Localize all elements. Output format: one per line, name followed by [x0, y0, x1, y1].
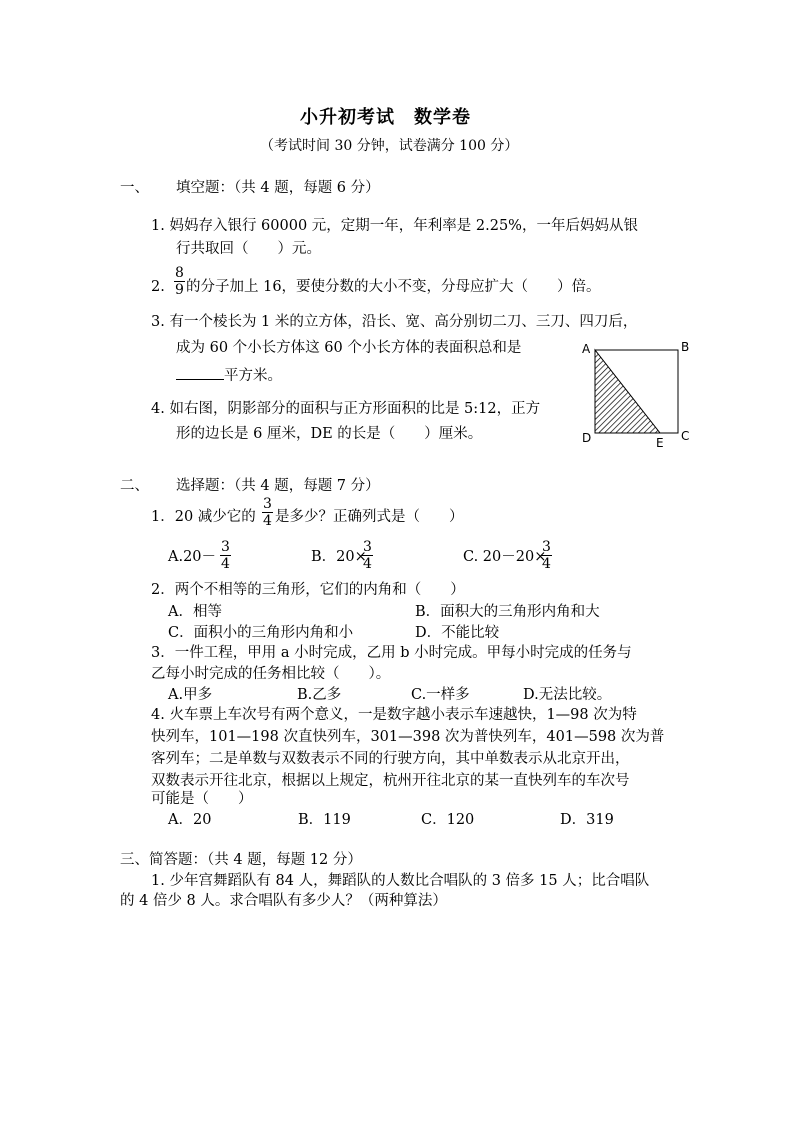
s2-q4-line5: 可能是（ ）: [151, 791, 253, 807]
s2-q4-optA: A．20: [168, 812, 212, 828]
s2-q3-line1: 3．一件工程，甲用 a 小时完成，乙用 b 小时完成。甲每小时完成的任务与: [151, 645, 632, 661]
label-D: D: [582, 431, 592, 445]
section2-heading: 选择题：（共 4 题，每题 7 分）: [176, 478, 380, 494]
page-title: 小升初考试 数学卷: [300, 107, 471, 128]
shaded-triangle: [595, 350, 660, 433]
label-C: C: [681, 429, 690, 443]
s1-q4-line2: 形的边长是 6 厘米，DE 的长是（ ）厘米。: [176, 426, 483, 442]
s1-q2-num: 2.: [151, 279, 165, 295]
s2-q3-optC: C.一样多: [411, 687, 470, 703]
fraction-numerator: 3: [263, 496, 272, 512]
s2-q3-optB: B.乙多: [297, 687, 342, 703]
fraction-numerator: 3: [363, 539, 372, 555]
s2-q1-optA: A.20－: [168, 549, 217, 565]
s2-q1-pre: 1．20 减少它的: [151, 509, 256, 525]
section1-heading: 填空题：（共 4 题，每题 6 分）: [176, 180, 380, 196]
fraction-denominator: 9: [175, 282, 184, 298]
label-E: E: [656, 436, 664, 450]
s2-q4-optD: D．319: [560, 812, 614, 828]
s2-q2-optC: C．面积小的三角形内角和小: [168, 625, 354, 641]
s1-q3-line3-wrap: [176, 365, 282, 385]
s2-q1-optA-fraction: [220, 540, 231, 571]
s2-q2-optB: B．面积大的三角形内角和大: [415, 604, 600, 620]
fraction-numerator: 8: [175, 265, 184, 281]
s2-q3-optD: D.无法比较。: [523, 687, 612, 703]
s2-q3-line2: 乙每小时完成的任务相比较（ ）。: [151, 666, 391, 682]
s1-q3-line2: 成为 60 个小长方体这 60 个小长方体的表面积总和是: [176, 340, 522, 356]
s2-q2-optD: D．不能比较: [415, 625, 500, 641]
s2-q3-optA: A.甲多: [168, 687, 213, 703]
s2-q4-line2: 快列车，101—198 次直快列车，301—398 次为普快列车，401—598 次为普: [151, 729, 665, 745]
fraction-denominator: 4: [263, 513, 272, 529]
fraction-numerator: 3: [542, 539, 551, 555]
s1-q2-text: 的分子加上 16，要使分数的大小不变，分母应扩大（ ）倍。: [186, 279, 601, 295]
s1-q3-line3: 平方米。: [224, 368, 282, 384]
s2-q4-optB: B．119: [298, 812, 351, 828]
s2-q2-optA: A．相等: [168, 604, 222, 620]
s2-q2-line: 2．两个不相等的三角形，它们的内角和（ ）: [151, 582, 465, 598]
s2-q1-post: 是多少？正确列式是（ ）: [275, 509, 464, 525]
s2-q1-optB-fraction: [362, 540, 373, 571]
fraction-denominator: 4: [363, 556, 372, 572]
fraction-denominator: 4: [542, 556, 551, 572]
section2-heading-num: 二、: [120, 478, 149, 494]
section1-heading-num: 一、: [120, 180, 149, 196]
s2-q4-line3: 客列车；二是单数与双数表示不同的行驶方向，其中单数表示从北京开出，: [151, 751, 630, 767]
page-subtitle: （考试时间 30 分钟，试卷满分 100 分）: [260, 138, 519, 154]
label-A: A: [582, 342, 591, 356]
s1-q3-line1: 3. 有一个棱长为 1 米的立方体，沿长、宽、高分别切二刀、三刀、四刀后，: [151, 314, 638, 330]
s2-q1-optC-fraction: [541, 540, 552, 571]
s3-q1-line2: 的 4 倍少 8 人。求合唱队有多少人？（两种算法）: [120, 893, 447, 909]
section3-heading: 三、简答题：（共 4 题，每题 12 分）: [120, 852, 362, 868]
label-B: B: [681, 340, 690, 354]
s1-q4-line1: 4. 如右图，阴影部分的面积与正方形面积的比是 5:12，正方: [151, 401, 541, 417]
fraction-denominator: 4: [221, 556, 230, 572]
s1-q1-line1: 1. 妈妈存入银行 60000 元，定期一年，年利率是 2.25%，一年后妈妈从银: [151, 218, 638, 234]
answer-blank[interactable]: [176, 365, 224, 380]
s2-q4-line4: 双数表示开往北京，根据以上规定，杭州开往北京的某一直快列车的车次号: [151, 773, 630, 789]
s2-q1-fraction: [262, 497, 273, 528]
s2-q4-line1: 4. 火车票上车次号有两个意义，一是数字越小表示车速越快，1—98 次为特: [151, 707, 637, 723]
s2-q1-optB: B．20×: [311, 549, 367, 565]
s2-q4-optC: C．120: [421, 812, 475, 828]
fraction-numerator: 3: [221, 539, 230, 555]
s3-q1-line1: 1. 少年宫舞蹈队有 84 人，舞蹈队的人数比合唱队的 3 倍多 15 人；比合唱队: [151, 873, 650, 889]
s2-q1-optC: C. 20－20×: [463, 549, 547, 565]
s1-q1-line2: 行共取回（ ）元。: [176, 241, 321, 257]
s1-q2-fraction: [174, 266, 185, 297]
